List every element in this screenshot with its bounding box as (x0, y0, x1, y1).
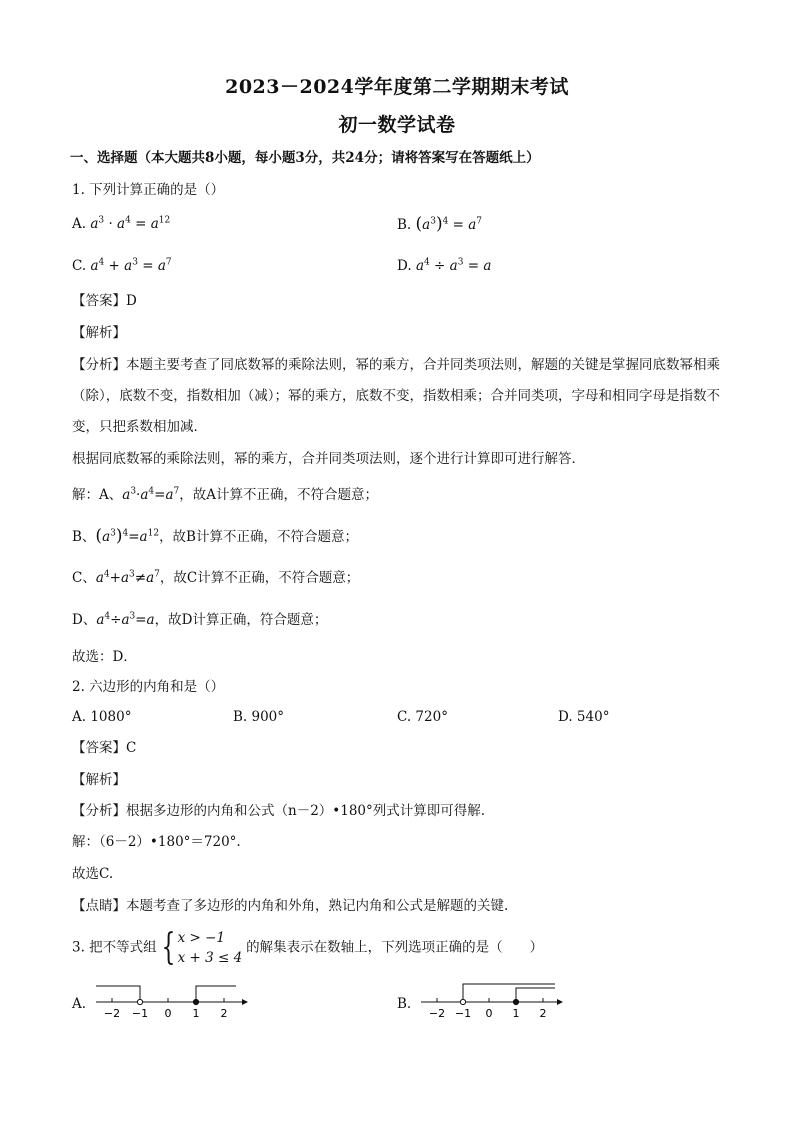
math-token: a (483, 258, 492, 274)
exponent: 4 (442, 216, 449, 227)
math-token: ，故D计算正确，符合题意； (154, 612, 328, 628)
math-token: a (139, 529, 148, 545)
q1-option-b (397, 214, 482, 235)
closed-point-1 (193, 999, 198, 1004)
solution-ray-right (196, 986, 236, 1002)
math-token: B、 (72, 529, 96, 545)
exponent: 4 (148, 486, 155, 497)
math-token: ) (435, 214, 443, 234)
math-token: ≠ (134, 570, 147, 586)
math-token: a (90, 258, 99, 274)
axis-arrow-icon (242, 999, 248, 1005)
math-token: a (96, 612, 105, 628)
q3-option-a-number-line (92, 980, 252, 1022)
q1-solution-c (72, 568, 359, 588)
tick-label: −2 (428, 1007, 446, 1020)
math-token: D. (397, 258, 412, 274)
exponent: 7 (476, 216, 483, 227)
math-token: ，故B计算不正确，不符合题意； (159, 529, 358, 545)
math-token: a (449, 258, 458, 274)
exponent: 4 (424, 257, 430, 268)
q1-answer: 【答案】D (72, 293, 137, 309)
q1-option-d (397, 256, 491, 276)
inequality-1: x > −1 (177, 930, 225, 946)
math-token: a (165, 487, 174, 503)
math-token: + (108, 258, 120, 274)
q1-solution-b (72, 526, 358, 547)
math-token: a (120, 570, 130, 586)
math-token: a (124, 258, 133, 274)
math-token: 的解集表示在数轴上，下列选项正确的是（ ） (246, 939, 544, 956)
exam-subtitle: 初一数学试卷 (338, 114, 456, 136)
q1-option-c (72, 256, 172, 276)
tick-label: 1 (192, 1007, 200, 1020)
math-token: = (135, 612, 147, 628)
exponent: 3 (110, 528, 116, 539)
q2-option-b: B. 900° (233, 709, 285, 725)
q1-stem: 1. 下列计算正确的是（） (72, 182, 225, 198)
q3-stem (72, 928, 543, 968)
math-token: a (90, 216, 99, 232)
math-token: A. (72, 216, 87, 232)
math-token: a (468, 217, 477, 233)
exponent: 4 (98, 257, 105, 268)
q2-option-a: A. 1080° (72, 709, 132, 725)
section-heading: 一、选择题（本大题共8小题，每小题3分，共24分；请将答案写在答题纸上） (70, 150, 540, 166)
math-token: = (135, 216, 147, 232)
math-token: a (157, 258, 166, 274)
math-token: ) (115, 526, 123, 546)
exponent: 3 (132, 257, 138, 268)
exponent: 3 (430, 216, 436, 227)
q2-stem: 2. 六边形的内角和是（） (72, 679, 225, 695)
brace-symbol: { (161, 927, 175, 968)
exponent: 3 (130, 486, 137, 497)
math-token: a (121, 612, 130, 628)
tick-label: −1 (454, 1007, 472, 1020)
q1-conclusion: 故选：D． (72, 649, 137, 665)
math-token: a (415, 258, 424, 274)
open-point-neg1 (460, 999, 465, 1004)
tick-label: 2 (539, 1007, 547, 1020)
q1-method: 根据同底数幂的乘除法则，幂的乘方，合并同类项法则，逐个进行计算即可进行解答． (72, 451, 585, 467)
math-token: = (142, 258, 154, 274)
math-token: ÷ (110, 612, 122, 628)
math-token: C. (72, 258, 87, 274)
inequality-2: x + 3 ≤ 4 (177, 950, 243, 966)
math-token: a (95, 570, 104, 586)
math-token: · (136, 487, 141, 503)
math-token: a (102, 529, 111, 545)
solution-ray-left (96, 986, 140, 999)
math-token: + (109, 570, 121, 586)
math-token: ，故C计算不正确，不符合题意； (159, 570, 360, 586)
q2-analysis: 【分析】根据多边形的内角和公式（n－2）•180°列式计算即可得解. (72, 803, 486, 819)
tick-label: 0 (164, 1007, 172, 1020)
math-token: D、 (72, 612, 97, 628)
exponent: 3 (98, 215, 105, 226)
q1-analysis: 【分析】本题主要考查了同底数幂的乘除法则，幂的乘方，合并同类项法则，解题的关键是掌握同底数幂相乘（除），底数不变，指数相加（减）；幂的乘方，底数不变，指数相乘；合并同类项，字母和相同字母是指数不变，只把系数相加减． (72, 357, 720, 435)
math-token: · (108, 216, 113, 232)
exponent: 12 (158, 215, 171, 226)
exponent: 12 (147, 528, 160, 539)
exponent: 4 (104, 611, 111, 622)
math-token: ，故A计算不正确，不符合题意； (179, 487, 378, 503)
exam-title: 2023－2024学年度第二学期期末考试 (225, 76, 569, 98)
q2-option-c: C. 720° (397, 709, 448, 725)
math-token: = (128, 529, 140, 545)
tick-label: −2 (103, 1007, 121, 1020)
exponent: 3 (129, 569, 135, 580)
exponent: 4 (103, 569, 110, 580)
exponent: 7 (173, 486, 180, 497)
math-token: = (452, 217, 464, 233)
q1-option-a (72, 214, 170, 234)
open-point-neg1 (137, 999, 142, 1004)
math-token: ÷ (434, 258, 446, 274)
q2-jiexi: 【解析】 (72, 772, 126, 788)
axis-arrow-icon (557, 999, 563, 1005)
exponent: 3 (457, 257, 464, 268)
q2-option-d: D. 540° (558, 709, 610, 725)
q1-jiexi: 【解析】 (72, 325, 126, 341)
closed-point-1 (513, 999, 518, 1004)
q1-solution-a (72, 485, 378, 505)
solution-ray-lower (516, 988, 555, 1002)
q2-conclusion: 故选C. (72, 866, 114, 882)
math-token: ( (95, 526, 103, 546)
q1-solution-d (72, 610, 327, 630)
solution-ray-upper (463, 984, 555, 1002)
exponent: 7 (165, 257, 172, 268)
q2-solution: 解：（6－2）•180°＝720°. (72, 834, 241, 850)
math-token: B. (397, 217, 412, 233)
q2-comment: 【点睛】本题考查了多边形的内角和外角，熟记内角和公式是解题的关键. (72, 898, 509, 914)
math-token: a (150, 216, 159, 232)
math-token: a (122, 487, 131, 503)
math-token: a (117, 216, 126, 232)
math-token: = (467, 258, 480, 274)
q3-option-a-label: A. (72, 996, 87, 1012)
tick-label: 0 (485, 1007, 493, 1020)
math-token: 3. 把不等式组 (72, 939, 157, 956)
math-token: a (146, 612, 155, 628)
exponent: 4 (122, 528, 129, 539)
q2-answer: 【答案】C (72, 740, 137, 756)
math-token: a (146, 570, 155, 586)
math-token: = (154, 487, 166, 503)
exponent: 4 (125, 215, 131, 226)
exponent: 7 (154, 569, 160, 580)
math-token: C、 (72, 570, 96, 586)
math-token: 解：A、 (72, 487, 123, 503)
tick-label: 1 (512, 1007, 520, 1020)
math-token: a (140, 487, 149, 503)
q3-option-b-number-line (417, 980, 577, 1022)
math-token: ( (415, 214, 423, 234)
math-token: a (422, 217, 431, 233)
q3-option-b-label: B. (397, 996, 412, 1012)
tick-label: 2 (220, 1007, 228, 1020)
exponent: 3 (129, 611, 136, 622)
inequality-system (178, 928, 243, 968)
tick-label: −1 (131, 1007, 149, 1020)
